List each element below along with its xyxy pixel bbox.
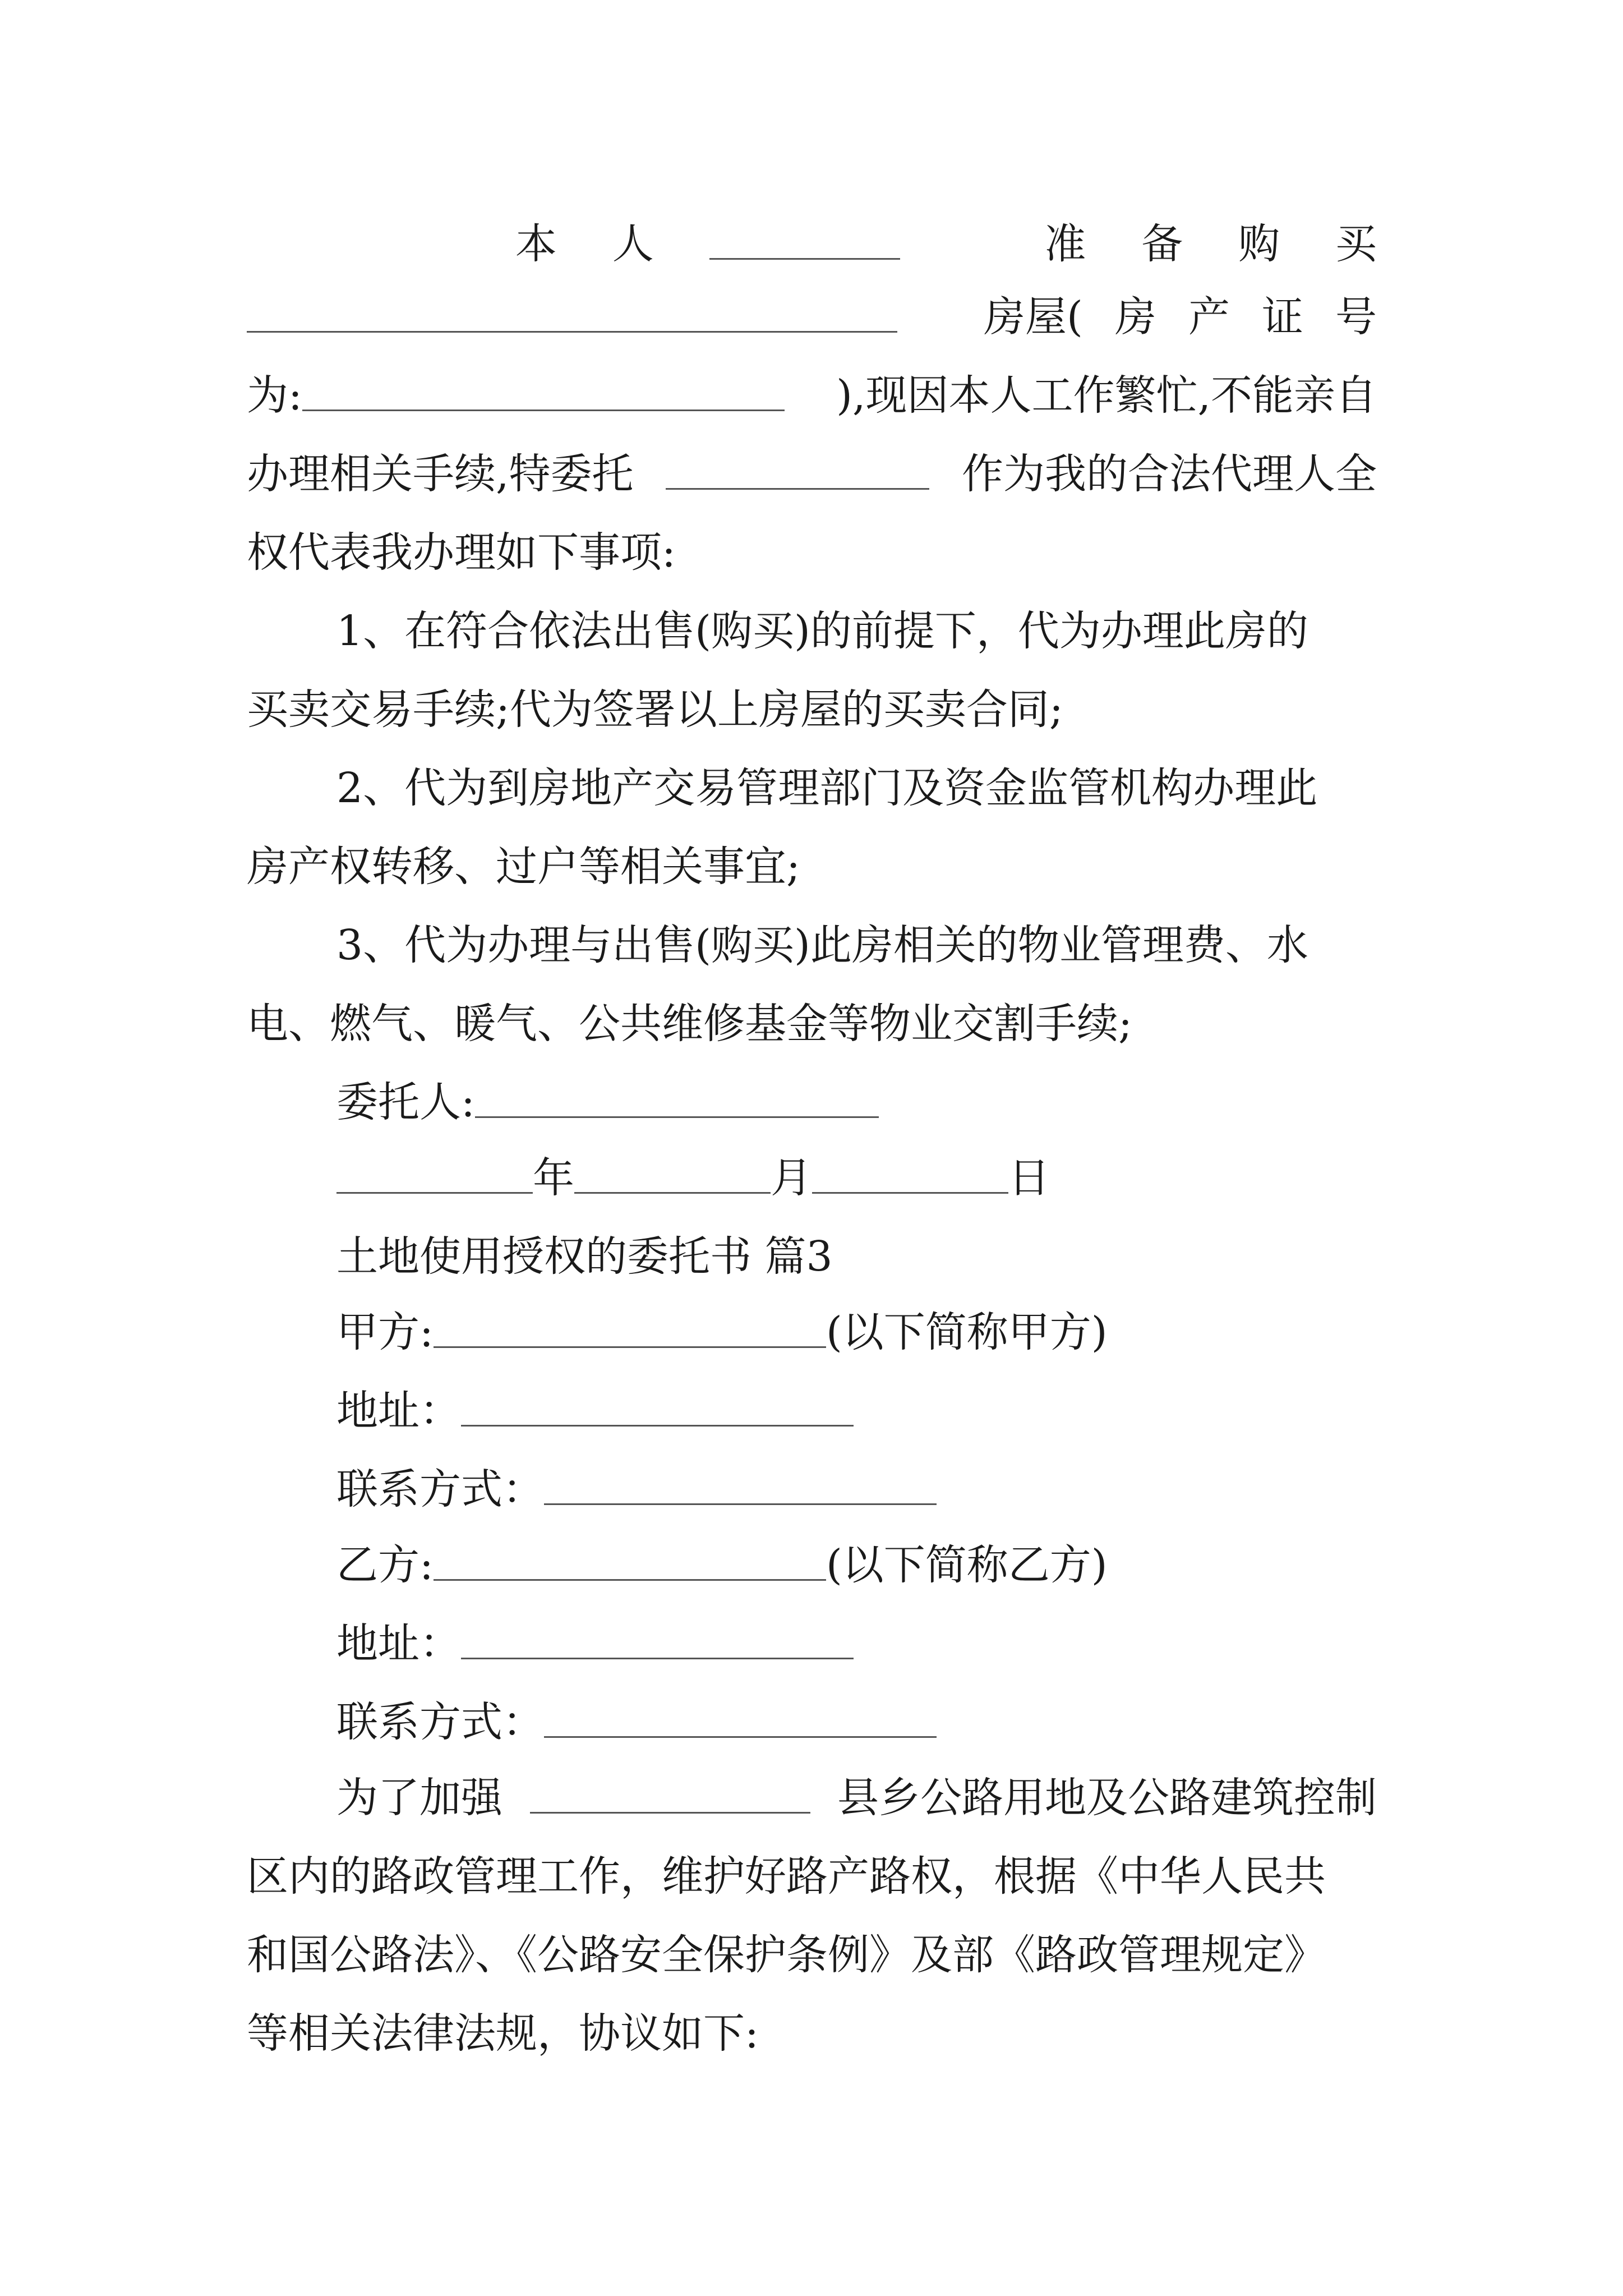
char-zhun: 准 — [1044, 220, 1086, 268]
label-contact-a: 联系方式： — [336, 1465, 544, 1513]
blank-agent-name[interactable] — [666, 488, 929, 490]
blank-day[interactable] — [812, 1192, 1008, 1194]
blank-party-a-name[interactable] — [434, 1346, 826, 1348]
line-date — [336, 1147, 1377, 1209]
note-party-b: (以下简称乙方) — [826, 1541, 1108, 1589]
text-line4-end: 作为我的合法代理人全 — [962, 450, 1377, 498]
line-buyer-intent — [247, 213, 1377, 275]
text-fangwu: 房屋( — [984, 293, 1083, 341]
label-day: 日 — [1008, 1154, 1050, 1202]
label-contact-b: 联系方式： — [336, 1698, 544, 1746]
line-certificate — [247, 365, 1377, 426]
text-wei: 为: — [247, 371, 302, 420]
item-1-line-2: 买卖交易手续;代为签署以上房屋的买卖合同; — [247, 685, 1063, 734]
item-2-line-1: 2、代为到房地产交易管理部门及资金监管机构办理此 — [336, 764, 1318, 812]
blank-month[interactable] — [574, 1192, 771, 1194]
closing-line-4: 等相关法律法规，协议如下: — [247, 2009, 759, 2058]
blank-contact-a[interactable] — [544, 1503, 937, 1505]
char-ben: 本 — [515, 220, 557, 268]
item-3-line-2: 电、燃气、暖气、公共维修基金等物业交割手续; — [247, 1000, 1132, 1048]
text-closing-start: 为了加强 — [336, 1774, 502, 1822]
blank-address-b[interactable] — [461, 1658, 854, 1659]
line-client — [336, 1071, 1377, 1133]
label-address-b: 地址： — [336, 1619, 461, 1668]
blank-property-address[interactable] — [247, 331, 897, 333]
item-3-line-1: 3、代为办理与出售(购买)此房相关的物业管理费、水 — [336, 921, 1308, 969]
section-heading: 土地使用授权的委托书 篇3 — [336, 1232, 833, 1281]
closing-line-2: 区内的路政管理工作，维护好路产路权，根据《中华人民共 — [247, 1852, 1326, 1901]
char-chan: 产 — [1188, 293, 1230, 341]
item-1-line-1: 1、在符合依法出售(购买)的前提下，代为办理此房的 — [336, 607, 1308, 655]
blank-principal-name[interactable] — [709, 258, 900, 260]
char-mai: 买 — [1335, 220, 1377, 268]
line-party-b — [336, 1534, 1377, 1596]
char-bei: 备 — [1141, 220, 1183, 268]
line-agent — [247, 443, 1377, 505]
blank-party-b-name[interactable] — [434, 1579, 826, 1581]
label-party-a: 甲方: — [336, 1308, 434, 1356]
text-line4-start: 办理相关手续,特委托 — [247, 450, 634, 498]
blank-address-a[interactable] — [461, 1425, 854, 1427]
line-property — [247, 286, 1377, 348]
label-year: 年 — [533, 1154, 574, 1202]
char-gou: 购 — [1238, 220, 1280, 268]
item-2-line-2: 房产权转移、过户等相关事宜; — [247, 843, 800, 891]
label-month: 月 — [771, 1154, 812, 1202]
line-address-a — [336, 1380, 1377, 1442]
char-ren: 人 — [612, 220, 654, 268]
line-contact-b — [336, 1691, 1377, 1753]
label-client: 委托人: — [336, 1078, 475, 1126]
blank-county-name[interactable] — [530, 1812, 810, 1814]
line-address-b — [336, 1613, 1377, 1674]
char-zheng: 证 — [1261, 293, 1303, 341]
blank-year[interactable] — [336, 1192, 533, 1194]
blank-contact-b[interactable] — [544, 1736, 937, 1738]
label-address-a: 地址： — [336, 1387, 461, 1435]
closing-line-3: 和国公路法》、《公路安全保护条例》及部《路政管理规定》 — [247, 1931, 1326, 1979]
label-party-b: 乙方: — [336, 1541, 434, 1589]
closing-line-1 — [336, 1767, 1377, 1829]
line-matters: 权代表我办理如下事项: — [247, 528, 676, 577]
char-hao: 号 — [1335, 293, 1377, 341]
text-closing-end: 县乡公路用地及公路建筑控制 — [837, 1774, 1377, 1822]
line-contact-a — [336, 1458, 1377, 1520]
note-party-a: (以下简称甲方) — [826, 1308, 1108, 1356]
text-line3-rest: ),现因本人工作繁忙,不能亲自 — [836, 371, 1377, 420]
line-party-a — [336, 1301, 1377, 1363]
blank-client-signature[interactable] — [475, 1116, 879, 1118]
blank-certificate-number[interactable] — [302, 409, 785, 411]
char-fang: 房 — [1114, 293, 1156, 341]
